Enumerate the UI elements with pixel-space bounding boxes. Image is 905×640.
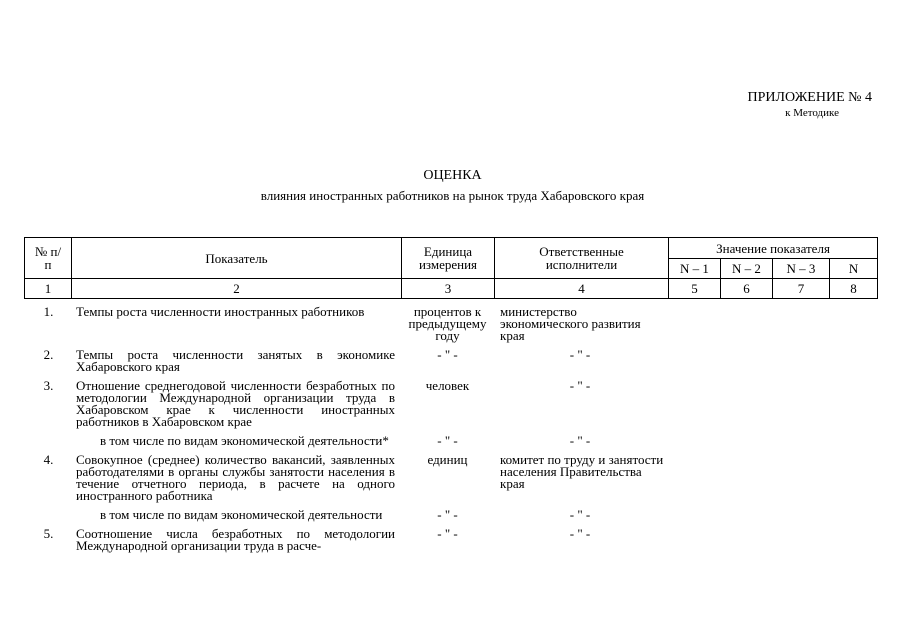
col-number-3: 3 — [402, 279, 495, 299]
table-row — [24, 454, 877, 509]
table-row — [24, 349, 877, 380]
document-title: ОЦЕНКА — [423, 168, 482, 183]
appendix-title: ПРИЛОЖЕНИЕ № 4 — [747, 90, 872, 105]
header-n-minus-1: N – 1 — [669, 259, 721, 279]
col-number-7: 7 — [773, 279, 830, 299]
col-number-4: 4 — [495, 279, 669, 299]
row-responsible: комитет по труду и занятости населения Правительства края — [500, 452, 664, 491]
row-indicator: Совокупное (среднее) количество вакансий, заявленных работодателями в органы службы занятости населения в течение отчетного периода, в расчете на одного иностранного работника — [76, 452, 395, 503]
row-indicator: Темпы роста численности иностранных работников — [76, 304, 365, 319]
row-number: 5. — [43, 526, 54, 541]
row-unit: процентов к предыдущему году — [408, 304, 487, 343]
appendix-subtitle: к Методике — [785, 107, 839, 119]
row-indicator: в том числе по видам экономической деятельности — [100, 507, 383, 522]
row-unit: единиц — [427, 452, 468, 467]
row-number: 1. — [43, 304, 54, 319]
header-n-minus-2: N – 2 — [721, 259, 773, 279]
row-unit: - " - — [437, 507, 458, 522]
table-header — [24, 237, 878, 299]
row-responsible: - " - — [569, 507, 591, 522]
row-responsible: - " - — [569, 378, 591, 393]
row-unit: - " - — [437, 347, 458, 362]
row-responsible: - " - — [569, 347, 591, 362]
col-number-5: 5 — [669, 279, 721, 299]
row-indicator: в том числе по видам экономической деятельности* — [100, 433, 389, 448]
row-number: 3. — [43, 378, 54, 393]
header-unit: Единица измерения — [402, 238, 495, 279]
table-row — [24, 380, 877, 435]
document-subtitle: влияния иностранных работников на рынок труда Хабаровского края — [260, 188, 645, 203]
col-number-8: 8 — [830, 279, 878, 299]
header-n-minus-3: N – 3 — [773, 259, 830, 279]
table-row — [24, 306, 877, 349]
row-unit: человек — [425, 378, 470, 393]
col-number-2: 2 — [72, 279, 402, 299]
col-number-1: 1 — [25, 279, 72, 299]
row-unit: - " - — [437, 433, 458, 448]
header-num: № п/п — [25, 238, 72, 279]
row-indicator: Соотношение числа безработных по методологии Международной организации труда в расче- — [76, 526, 395, 553]
header-responsible: Ответственные исполнители — [495, 238, 669, 279]
row-number: 4. — [43, 452, 54, 467]
row-indicator: Отношение среднегодовой численности безработных по методологии Международной организации труда в Хабаровском крае к численности иностранных работников в Хабаровском крае — [76, 378, 395, 429]
table-body — [24, 306, 877, 552]
row-number: 2. — [43, 347, 54, 362]
row-responsible: - " - — [569, 526, 591, 541]
col-number-6: 6 — [721, 279, 773, 299]
table-row — [24, 528, 877, 552]
row-responsible: - " - — [569, 433, 591, 448]
header-n: N — [830, 259, 878, 279]
row-responsible: министерство экономического развития края — [500, 304, 641, 343]
row-indicator: Темпы роста численности занятых в экономике Хабаровского края — [76, 347, 395, 374]
row-unit: - " - — [437, 526, 458, 541]
header-value-group: Значение показателя — [669, 238, 878, 259]
header-indicator: Показатель — [72, 238, 402, 279]
